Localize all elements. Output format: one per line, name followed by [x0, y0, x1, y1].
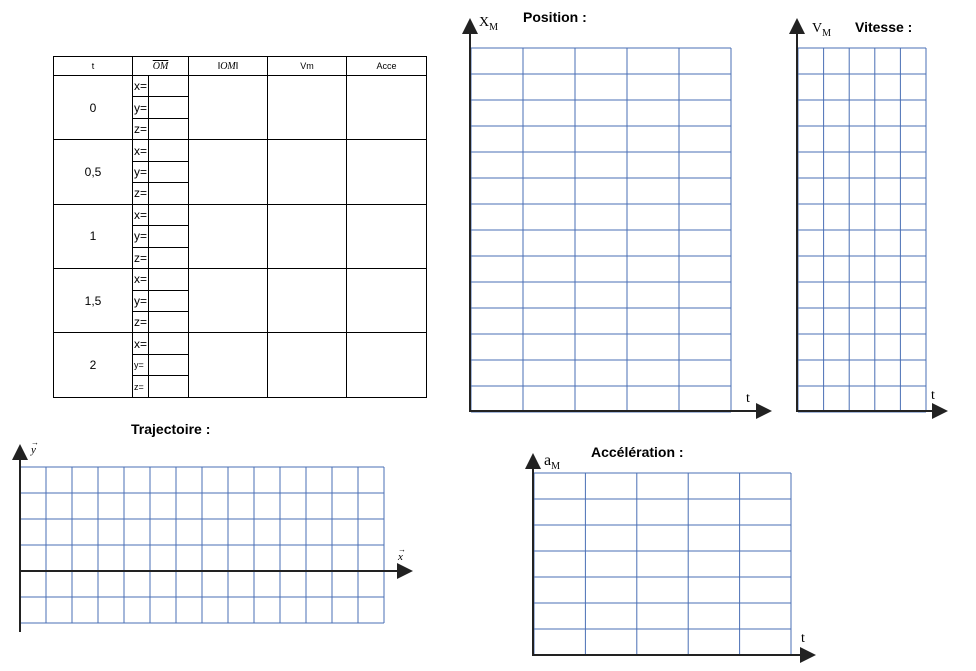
component-label: x= [133, 76, 149, 97]
time-cell: 1 [54, 204, 133, 268]
header-acce: Acce [347, 57, 427, 76]
component-label: y= [133, 161, 149, 182]
component-label: y= [133, 97, 149, 118]
component-label: x= [133, 333, 149, 354]
position-title: Position : [523, 9, 587, 25]
acceleration-grid [534, 473, 791, 655]
trajectoire-title: Trajectoire : [131, 421, 211, 437]
trajectoire-grid [20, 467, 384, 623]
component-label: z= [133, 247, 149, 268]
component-label: y= [133, 290, 149, 311]
time-cell: 0,5 [54, 140, 133, 204]
component-label: x= [133, 140, 149, 161]
position-grid [471, 48, 731, 412]
time-cell: 1,5 [54, 269, 133, 333]
component-label: z= [133, 376, 149, 397]
vitesse-grid [798, 48, 926, 412]
component-label: z= [133, 118, 149, 139]
acceleration-y-axis-label: $a_M$ [544, 452, 561, 473]
header-om-norm: ‖OM‖ [189, 57, 268, 76]
header-vm: Vm [268, 57, 347, 76]
component-label: x= [133, 204, 149, 225]
component-label: z= [133, 311, 149, 332]
vitesse-y-axis-label: $V_M$ [812, 21, 832, 39]
acceleration-x-axis-label: t [801, 631, 805, 646]
component-label: y= [133, 226, 149, 247]
position-x-axis-label: t [746, 391, 750, 406]
trajectoire-x-axis-label: → x [398, 545, 406, 563]
vitesse-x-axis-label: t [931, 388, 935, 403]
component-label: x= [133, 269, 149, 290]
component-label: z= [133, 183, 149, 204]
time-cell: 2 [54, 333, 133, 397]
header-om-vector: $\overline{OM}$ [133, 57, 189, 76]
vitesse-title: Vitesse : [855, 19, 913, 35]
trajectoire-y-axis-label: → y [31, 438, 39, 456]
component-label: y= [133, 354, 149, 375]
header-t: t [54, 57, 133, 76]
time-cell: 0 [54, 76, 133, 140]
position-y-axis-label: $X_M$ [479, 15, 499, 33]
acceleration-title: Accélération : [591, 444, 684, 460]
